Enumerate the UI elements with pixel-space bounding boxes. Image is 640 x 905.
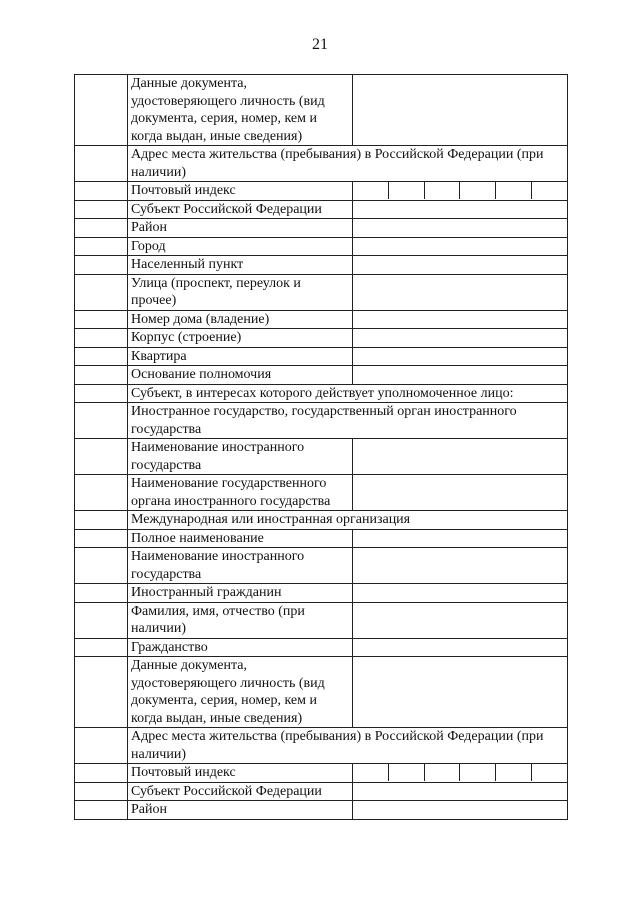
field-value-cell[interactable] (353, 219, 568, 238)
form-row (75, 529, 568, 548)
field-value-cell[interactable] (353, 200, 568, 219)
form-row (75, 329, 568, 348)
form-row (75, 728, 568, 764)
field-label: Район (128, 801, 353, 820)
field-label: Данные документа, удостоверяющего личность (вид документа, серия, номер, кем и когда выдан, иные сведения) (128, 657, 353, 728)
field-value-cell[interactable] (353, 75, 568, 146)
postal-code-digit-box[interactable] (424, 182, 460, 199)
postal-code-digit-box[interactable] (459, 182, 495, 199)
postal-code-digit-box[interactable] (424, 764, 460, 781)
form-row (75, 219, 568, 238)
field-label: Данные документа, удостоверяющего личность (вид документа, серия, номер, кем и когда выдан, иные сведения) (128, 75, 353, 146)
form-row (75, 602, 568, 638)
field-label: Субъект Российской Федерации (128, 782, 353, 801)
row-gutter-cell (75, 602, 128, 638)
field-value-cell[interactable] (353, 366, 568, 385)
form-row (75, 182, 568, 201)
field-value-cell[interactable] (353, 638, 568, 657)
row-gutter-cell (75, 782, 128, 801)
field-value-cell[interactable] (353, 801, 568, 820)
postal-code-digit-box[interactable] (353, 182, 388, 199)
field-value-cell[interactable] (353, 439, 568, 475)
field-label: Город (128, 237, 353, 256)
page-number: 21 (312, 36, 328, 53)
field-label: Почтовый индекс (128, 182, 353, 201)
row-gutter-cell (75, 237, 128, 256)
form-row (75, 548, 568, 584)
postal-code-digit-box[interactable] (495, 764, 531, 781)
field-value-cell[interactable] (353, 347, 568, 366)
form-row (75, 584, 568, 603)
field-label: Наименование иностранного государства (128, 439, 353, 475)
field-label: Основание полномочия (128, 366, 353, 385)
postal-code-digit-box[interactable] (531, 182, 567, 199)
form-row (75, 511, 568, 530)
form-row (75, 310, 568, 329)
postal-code-digit-box[interactable] (388, 182, 424, 199)
row-gutter-cell (75, 511, 128, 530)
form-row (75, 475, 568, 511)
field-label: Субъект Российской Федерации (128, 200, 353, 219)
row-gutter-cell (75, 256, 128, 275)
row-gutter-cell (75, 475, 128, 511)
form-row (75, 256, 568, 275)
row-gutter-cell (75, 274, 128, 310)
row-gutter-cell (75, 219, 128, 238)
field-label: Квартира (128, 347, 353, 366)
form-row (75, 439, 568, 475)
field-label: Наименование государственного органа иностранного государства (128, 475, 353, 511)
form-row (75, 403, 568, 439)
form-row (75, 384, 568, 403)
form-row (75, 237, 568, 256)
field-value-cell[interactable] (353, 274, 568, 310)
form-row (75, 657, 568, 728)
field-value-cell[interactable] (353, 256, 568, 275)
field-value-cell[interactable] (353, 657, 568, 728)
field-label: Почтовый индекс (128, 764, 353, 783)
field-label: Наименование иностранного государства (128, 548, 353, 584)
field-value-cell[interactable] (353, 584, 568, 603)
field-label: Гражданство (128, 638, 353, 657)
section-heading: Субъект, в интересах которого действует уполномоченное лицо: (128, 384, 568, 403)
row-gutter-cell (75, 329, 128, 348)
form-row (75, 200, 568, 219)
postal-code-digit-box[interactable] (459, 764, 495, 781)
row-gutter-cell (75, 182, 128, 201)
postal-code-digit-box[interactable] (353, 764, 388, 781)
form-row (75, 638, 568, 657)
form-row (75, 764, 568, 783)
postal-code-boxes[interactable] (353, 182, 568, 201)
field-label: Полное наименование (128, 529, 353, 548)
row-gutter-cell (75, 638, 128, 657)
field-value-cell[interactable] (353, 782, 568, 801)
field-label: Улица (проспект, переулок и прочее) (128, 274, 353, 310)
row-gutter-cell (75, 366, 128, 385)
field-value-cell[interactable] (353, 602, 568, 638)
section-heading: Иностранное государство, государственный орган иностранного государства (128, 403, 568, 439)
row-gutter-cell (75, 200, 128, 219)
field-label: Район (128, 219, 353, 238)
row-gutter-cell (75, 347, 128, 366)
field-value-cell[interactable] (353, 475, 568, 511)
field-value-cell[interactable] (353, 329, 568, 348)
postal-code-boxes[interactable] (353, 764, 568, 783)
field-value-cell[interactable] (353, 237, 568, 256)
form-table (74, 74, 568, 820)
row-gutter-cell (75, 146, 128, 182)
form-row (75, 801, 568, 820)
field-label: Иностранный гражданин (128, 584, 353, 603)
form-row (75, 75, 568, 146)
row-gutter-cell (75, 764, 128, 783)
form-row (75, 347, 568, 366)
row-gutter-cell (75, 310, 128, 329)
form-row (75, 366, 568, 385)
row-gutter-cell (75, 529, 128, 548)
field-label: Населенный пункт (128, 256, 353, 275)
row-gutter-cell (75, 657, 128, 728)
field-value-cell[interactable] (353, 310, 568, 329)
postal-code-digit-box[interactable] (531, 764, 567, 781)
section-heading: Адрес места жительства (пребывания) в Российской Федерации (при наличии) (128, 728, 568, 764)
section-heading: Адрес места жительства (пребывания) в Российской Федерации (при наличии) (128, 146, 568, 182)
field-label: Корпус (строение) (128, 329, 353, 348)
row-gutter-cell (75, 801, 128, 820)
field-label: Номер дома (владение) (128, 310, 353, 329)
row-gutter-cell (75, 584, 128, 603)
section-heading: Международная или иностранная организация (128, 511, 568, 530)
field-value-cell[interactable] (353, 529, 568, 548)
postal-code-digit-box[interactable] (495, 182, 531, 199)
form-row (75, 274, 568, 310)
row-gutter-cell (75, 403, 128, 439)
field-value-cell[interactable] (353, 548, 568, 584)
postal-code-digit-box[interactable] (388, 764, 424, 781)
row-gutter-cell (75, 548, 128, 584)
row-gutter-cell (75, 384, 128, 403)
row-gutter-cell (75, 728, 128, 764)
form-row (75, 782, 568, 801)
form-row (75, 146, 568, 182)
field-label: Фамилия, имя, отчество (при наличии) (128, 602, 353, 638)
row-gutter-cell (75, 75, 128, 146)
row-gutter-cell (75, 439, 128, 475)
